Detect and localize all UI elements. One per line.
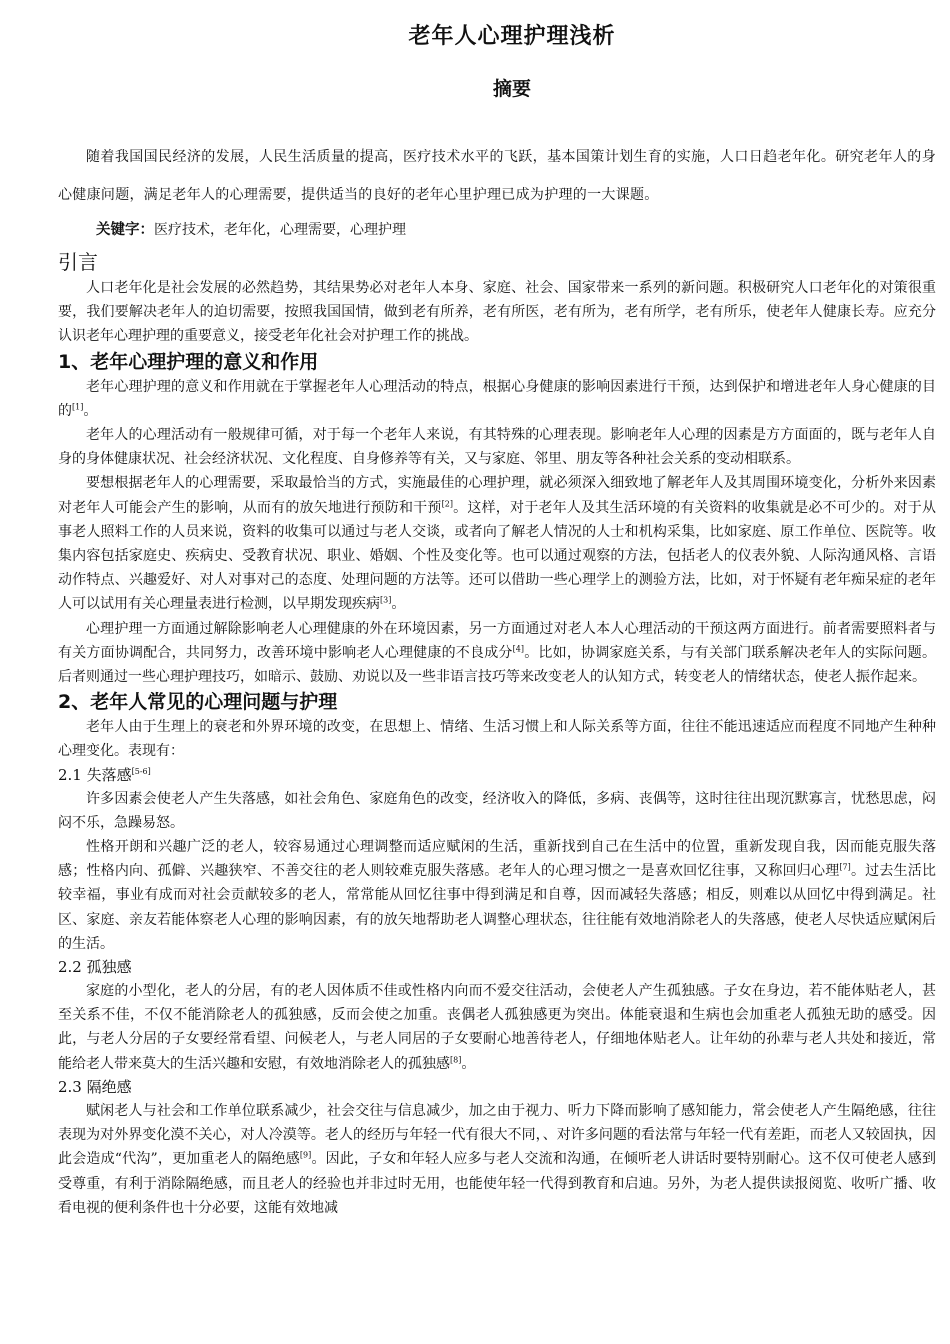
paragraph-text: 。因此，子女和年轻人应多与老人交流和沟通，在倾听老人讲话时要特别耐心。这不仅可使老人感到受尊重，有利于消除隔绝感，而且老人的经验也并非过时无用，也能使年轻一代得到教育和启迪。另外，为老人提供读报阅览、收听广播、收看电视的便利条件也十分必要，这能有效地减 (58, 1151, 936, 1216)
citation-ref: [8] (450, 1055, 462, 1065)
section-1-paragraph-3 (58, 471, 936, 616)
paragraph-text: 要想根据老年人的心理需要，采取最恰当的方式，实施最佳的心理护理，就必须深入细致地了解老年人及其周围环境变化，分析外来因素对老年人可能会产生的影响，从而有的放矢地进行预防和干预 (58, 475, 936, 516)
paragraph-text: 性格开朗和兴趣广泛的老人，较容易通过心理调整而适应赋闲的生活，重新找到自己在生活中的位置，重新发现自我，因而能克服失落感；性格内向、孤僻、兴趣狭窄、不善交往的老人则较难克服失落感。老年人的心理习惯之一是喜欢回忆往事，又称回归心理 (58, 839, 936, 880)
citation-ref: [1] (72, 402, 84, 412)
subsection-2-2-heading: 2.2 孤独感 (58, 958, 132, 977)
section-1-paragraph-1 (58, 375, 936, 423)
section-1-paragraph-2: 老年人的心理活动有一般规律可循，对于每一个老年人来说，有其特殊的心理表现。影响老年人心理的因素是方方面面的，既与老年人自身的身体健康状况、社会经济状况、文化程度、自身修养等有关，又与家庭、邻里、朋友等各种社会关系的变动相联系。 (58, 427, 936, 468)
subsection-2-3-paragraph-1 (58, 1099, 936, 1220)
paragraph-text: 。比如，协调家庭关系，与有关部门联系解决老年人的实际问题。后者则通过一些心理护理技巧，如暗示、鼓励、劝说以及一些非语言技巧等来改变老人的认知方式，转变老人的情绪状态，使老人振作起来。 (58, 644, 936, 686)
paragraph-text: 心理护理一方面通过解除影响老人心理健康的外在环境因素，另一方面通过对老人本人心理活动的干预这两方面进行。前者需要照料者与有关方面协调配合，共同努力，改善环境中影响老人心理健康的不良成分 (58, 620, 936, 661)
subsection-2-2-paragraph-1 (58, 979, 936, 1076)
subsection-title: 2.1 失落感 (58, 765, 132, 784)
paragraph-text: 赋闲老人与社会和工作单位联系减少，社会交往与信息减少，加之由于视力、听力下降而影响了感知能力，常会使老人产生隔绝感，往往表现为对外界变化漠不关心，对人冷漠等。老人的经历与年轻一代有很大不同，、对许多问题的看法常与年轻一代有差距，而老人又较固执，因此会造成“代沟”，更加重老人的隔绝感 (58, 1102, 936, 1168)
section-1-heading: 1、老年心理护理的意义和作用 (58, 350, 319, 373)
citation-ref: [2] (441, 498, 453, 508)
paragraph-text: 。 (391, 596, 406, 613)
document-page (58, 0, 936, 1344)
section-2-heading: 2、老年人常见的心理问题与护理 (58, 691, 338, 714)
subsection-2-1-heading (58, 764, 936, 787)
citation-ref: [7] (839, 862, 851, 872)
citation-ref: [3] (380, 595, 392, 605)
paragraph-text: 。 (461, 1055, 476, 1072)
intro-paragraph: 人口老年化是社会发展的必然趋势，其结果势必对老年人本身、家庭、社会、国家带来一系列的新问题。积极研究人口老年化的对策很重要，我们要解决老年人的迫切需要，按照我国国情，做到老有所养，老有所医，老有所为，老有所学，老有所乐，使老年人健康长寿。应充分认识老年心理护理的重要意义，接受老年化社会对护理工作的挑战。 (58, 280, 936, 345)
paragraph-text: 老年心理护理的意义和作用就在于掌握老年人心理活动的特点，根据心身健康的影响因素进行干预，达到保护和增进老年人身心健康的目的 (58, 378, 936, 419)
intro-heading: 引言 (58, 250, 98, 274)
section-1-paragraph-4 (58, 617, 936, 690)
document-title: 老年人心理护理浅析 (408, 24, 616, 49)
citation-ref: [9] (299, 1150, 312, 1160)
keywords-line (58, 214, 936, 246)
citation-ref: [5-6] (131, 766, 151, 776)
subsection-2-1-paragraph-2 (58, 835, 936, 956)
section-2-paragraph-1: 老年人由于生理上的衰老和外界环境的改变，在思想上、情绪、生活习惯上和人际关系等方面，往往不能迅速适应而程度不同地产生种种心理变化。表现有： (58, 719, 936, 760)
subsection-2-3-heading: 2.3 隔绝感 (58, 1077, 132, 1096)
paragraph-text: 。 (83, 402, 98, 419)
subsection-2-1-paragraph-1: 许多因素会使老人产生失落感，如社会角色、家庭角色的改变，经济收入的降低，多病、丧偶等，这时往往出现沉默寡言，忧愁思虑，闷闷不乐，急躁易怒。 (58, 790, 936, 831)
keywords-label: 关键字： (96, 222, 154, 238)
keywords-text: 医疗技术，老年化，心理需要，心理护理 (154, 222, 406, 238)
abstract-heading: 摘要 (492, 78, 531, 100)
paragraph-text: 家庭的小型化，老人的分居，有的老人因体质不佳或性格内向而不爱交往活动，会使老人产生孤独感。子女在身边，若不能体贴老人，甚至关系不佳，不仅不能消除老人的孤独感，反而会使之加重。丧偶老人孤独感更为突出。体能衰退和生病也会加重老人孤独无助的感受。因此，与老人分居的子女要经常看望、问候老人，与老人同居的子女要耐心地善待老人，仔细地体贴老人。让年幼的孙辈与老人共处和接近，常能给老人带来莫大的生活兴趣和安慰，有效地消除老人的孤独感 (58, 983, 936, 1072)
abstract-text: 随着我国国民经济的发展，人民生活质量的提高，医疗技术水平的飞跃，基本国策计划生育的实施，人口日趋老年化。研究老年人的身心健康问题，满足老年人的心理需要，提供适当的良好的老年心里护理已成为护理的一大课题。 (58, 149, 936, 203)
paragraph-text: 。过去生活比较幸福，事业有成而对社会贡献较多的老人，常常能从回忆往事中得到满足和自尊，因而减轻失落感；相反，则难以从回忆中得到满足。社区、家庭、亲友若能体察老人心理的影响因素，有的放矢地帮助老人调整心理状态，往往能有效地消除老人的失落感，使老人尽快适应赋闲后的生活。 (58, 863, 936, 952)
citation-ref: [4] (512, 644, 524, 654)
paragraph-text: 。这样，对于老年人及其生活环境的有关资料的收集就是必不可少的。对于从事老人照料工作的人员来说，资料的收集可以通过与老人交谈，或者向了解老人情况的人士和机构采集，比如家庭、原工作单位、医院等。收集内容包括家庭史、疾病史、受教育状况、职业、婚姻、个性及变化等。也可以通过观察的方法，包括老人的仪表外貌、人际沟通风格、言语动作特点、兴趣爱好、对人对事对己的态度、处理问题的方法等。还可以借助一些心理学上的测验方法，比如，对于怀疑有老年痴呆症的老年人可以试用有关心理量表进行检测，以早期发现疾病 (58, 499, 936, 613)
